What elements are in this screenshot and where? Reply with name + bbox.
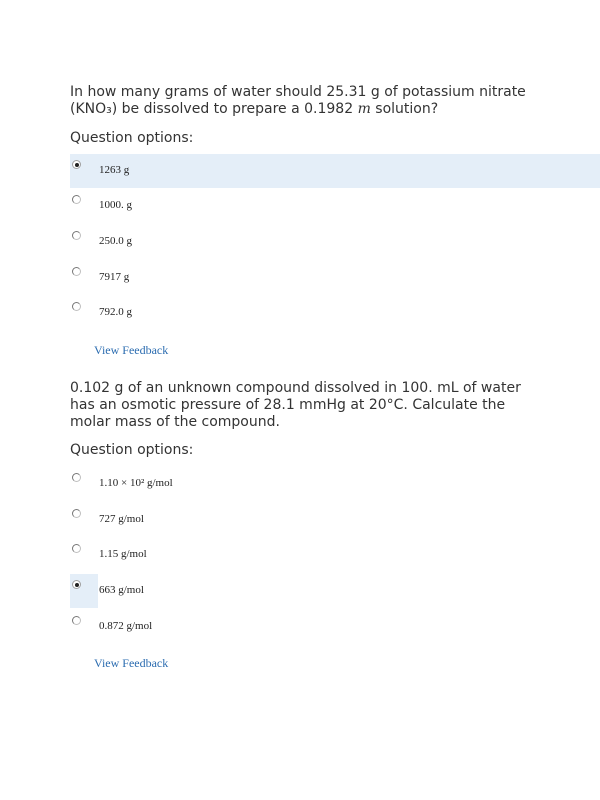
radio-unselected-icon[interactable] — [72, 195, 81, 204]
radio-selected-icon[interactable] — [72, 580, 81, 589]
radio-selected-icon[interactable] — [72, 160, 81, 169]
radio-unselected-icon[interactable] — [72, 302, 81, 311]
q1-view-feedback-link[interactable]: View Feedback — [94, 343, 169, 357]
option-label: 663 g/mol — [99, 584, 144, 596]
option-label: 7917 g — [99, 271, 130, 283]
option-label: 1.10 × 10² g/mol — [99, 477, 173, 489]
question-1-options-heading: Question options: — [70, 130, 194, 146]
option-label: 1000. g — [99, 199, 132, 211]
radio-unselected-icon[interactable] — [72, 267, 81, 276]
question-1-text-start: In how many grams of water should 25.31 g of potassium nitrate (KNO₃) be dissolved to prepare a 0.1982 — [70, 84, 526, 117]
option-label: 1.15 g/mol — [99, 548, 147, 560]
option-label: 792.0 g — [99, 306, 132, 318]
option-label: 1263 g — [99, 164, 130, 176]
question-2-text: 0.102 g of an unknown compound dissolved in 100. mL of water has an osmotic pressure of 28.1 mmHg at 20°C. Calculate the molar mass of the compound. — [70, 380, 521, 430]
question-1-text — [70, 84, 540, 118]
molality-unit: m — [357, 101, 371, 117]
question-2-options-heading: Question options: — [70, 442, 194, 458]
option-label: 727 g/mol — [99, 513, 144, 525]
radio-unselected-icon[interactable] — [72, 473, 81, 482]
option-label: 0.872 g/mol — [99, 620, 153, 632]
radio-unselected-icon[interactable] — [72, 509, 81, 518]
radio-unselected-icon[interactable] — [72, 231, 81, 240]
question-1-text-end: solution? — [370, 101, 439, 117]
q1-option-1[interactable] — [70, 154, 600, 188]
radio-unselected-icon[interactable] — [72, 616, 81, 625]
q2-view-feedback-link[interactable]: View Feedback — [94, 656, 169, 670]
q2-option-4[interactable] — [70, 574, 144, 608]
radio-unselected-icon[interactable] — [72, 544, 81, 553]
option-label: 250.0 g — [99, 235, 132, 247]
